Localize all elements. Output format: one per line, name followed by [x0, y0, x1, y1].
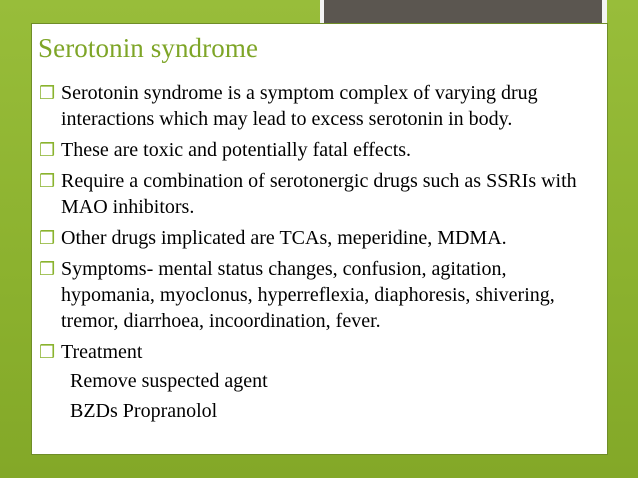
bullet-item [38, 256, 598, 334]
bullet-text: Serotonin syndrome is a symptom complex of varying drug interactions which may lead to excess serotonin in body. [61, 82, 538, 130]
square-bullet-icon: ❒ [39, 171, 56, 191]
bullet-item [38, 137, 598, 163]
square-bullet-icon: ❒ [39, 259, 56, 279]
square-bullet-icon: ❒ [39, 342, 56, 362]
slide-title: Serotonin syndrome [38, 33, 259, 63]
bullet-text: Treatment [61, 341, 143, 363]
bullet-item [38, 225, 598, 251]
sub-item: BZDs Propranolol [70, 400, 218, 422]
bullet-text: Symptoms- mental status changes, confusion, agitation, hypomania, myoclonus, hyperreflexia, diaphoresis, shivering, tremor, diarrhoea, incoordination, fever. [61, 258, 555, 332]
bullet-item [38, 168, 598, 220]
sub-item: Remove suspected agent [70, 370, 268, 392]
square-bullet-icon: ❒ [39, 83, 56, 103]
bullet-text: These are toxic and potentially fatal effects. [61, 139, 412, 161]
bullet-item [38, 339, 598, 365]
square-bullet-icon: ❒ [39, 228, 56, 248]
bullet-list [38, 80, 598, 370]
bullet-item [38, 80, 598, 132]
square-bullet-icon: ❒ [39, 140, 56, 160]
bullet-text: Require a combination of serotonergic drugs such as SSRIs with MAO inhibitors. [61, 170, 577, 218]
bullet-text: Other drugs implicated are TCAs, meperidine, MDMA. [61, 227, 507, 249]
